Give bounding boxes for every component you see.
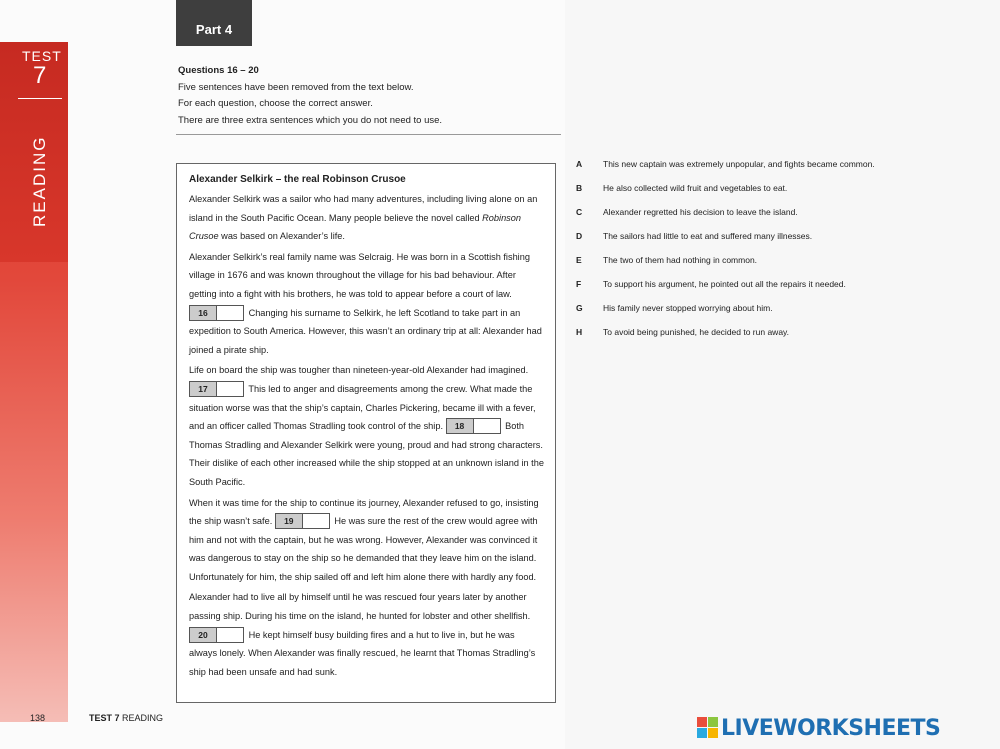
test-sidebar xyxy=(0,42,68,722)
text: Alexander Selkirk’s real family name was Selcraig. He was born in a Scottish fishing village in 1676 and was known throughout the village for his bad behaviour. After getting into a fight with his brothers, he was told to appear before a court of law. xyxy=(189,251,530,299)
questions-range: Questions 16 – 20 xyxy=(178,65,259,76)
gap-number: 19 xyxy=(276,514,303,528)
option-text: The two of them had nothing in common. xyxy=(603,255,758,265)
option-text: Alexander regretted his decision to leave the island. xyxy=(603,207,798,217)
page-footer xyxy=(89,713,163,723)
right-page xyxy=(565,0,1000,749)
footer-section: READING xyxy=(122,713,164,723)
answer-gap-18[interactable] xyxy=(446,418,501,434)
liveworksheets-logo[interactable] xyxy=(697,715,940,741)
answer-gap-17[interactable] xyxy=(189,381,244,397)
option-text: To avoid being punished, he decided to run away. xyxy=(603,327,790,337)
part-tab: Part 4 xyxy=(176,0,252,46)
sidebar-divider xyxy=(18,98,62,99)
paragraph-4 xyxy=(189,494,545,587)
option-text: To support his argument, he pointed out all the repairs it needed. xyxy=(603,279,846,289)
option-letter: B xyxy=(576,183,583,193)
text: Both Thomas Stradling and Alexander Selkirk were young, proud and had strong characters. Their dislike of each other increased while the ship stopped at an unknown island in the South Pacific. xyxy=(189,421,544,487)
text: Alexander had to live all by himself until he was rescued four years later by another passing ship. During his time on the island, he hunted for lobster and other shellfish. xyxy=(189,592,531,622)
page-number: 138 xyxy=(30,713,46,723)
divider xyxy=(176,134,561,135)
text: Alexander Selkirk was a sailor who had many adventures, including living alone on an island in the South Pacific Ocean. Many people believe the novel called xyxy=(189,194,538,223)
book-title: Robinson Crusoe xyxy=(189,212,521,242)
text: Life on board the ship was tougher than nineteen-year-old Alexander had imagined. xyxy=(189,365,529,376)
answer-gap-16[interactable] xyxy=(189,305,244,321)
test-label: TEST xyxy=(22,48,62,64)
paragraph-5 xyxy=(189,588,545,681)
paragraph-2 xyxy=(189,248,545,360)
footer-test: TEST 7 xyxy=(89,713,120,723)
gap-number: 16 xyxy=(190,306,217,320)
gap-number: 18 xyxy=(447,419,474,433)
text: was based on Alexander’s life. xyxy=(218,231,345,242)
section-label: READING xyxy=(30,135,49,227)
article-box xyxy=(176,163,556,703)
instructions xyxy=(178,63,442,129)
instruction-line: For each question, choose the correct answer. xyxy=(178,98,373,109)
logo-badge-icon xyxy=(697,717,719,739)
option-letter: G xyxy=(576,303,583,313)
instruction-line: Five sentences have been removed from the text below. xyxy=(178,81,414,93)
option-letter: A xyxy=(576,159,583,169)
option-letter: C xyxy=(576,207,583,217)
option-text: The sailors had little to eat and suffered many illnesses. xyxy=(603,231,813,241)
test-number: 7 xyxy=(33,62,47,89)
option-letter: D xyxy=(576,231,583,241)
text: This led to anger and disagreements among the crew. What made the situation worse was that the ship’s captain, Charles Pickering, became ill with a fever, and an officer called Thomas Stradling took control of the ship. xyxy=(189,383,536,432)
text: When it was time for the ship to continue its journey, Alexander refused to go, insisting the ship wasn’t safe. xyxy=(189,497,539,527)
text: He kept himself busy building fires and a hut to live in, but he was always lonely. When Alexander was finally rescued, he learnt that Thomas Stradling’s ship had been unsafe and had sunk. xyxy=(189,629,536,677)
paragraph-1 xyxy=(189,190,545,246)
option-letter: E xyxy=(576,255,582,265)
gap-number: 20 xyxy=(190,628,217,642)
answer-gap-19[interactable] xyxy=(275,513,330,529)
text: He was sure the rest of the crew would agree with him and not with the captain, but he was wrong. However, Alexander was convinced it was dangerous to stay on the ship so he demanded that they leave him on the island. Unfortunately for him, the ship sailed off and left him alone there with hardly any food. xyxy=(189,516,538,582)
paragraph-3 xyxy=(189,361,545,491)
answer-gap-20[interactable] xyxy=(189,627,244,643)
option-text: He also collected wild fruit and vegetables to eat. xyxy=(603,183,788,193)
option-letter: H xyxy=(576,327,583,337)
text: Changing his surname to Selkirk, he left Scotland to take part in an expedition to South America. However, this wasn’t an ordinary trip at all: Alexander had joined a pirate ship. xyxy=(189,307,542,355)
option-letter: F xyxy=(576,279,582,289)
option-text: This new captain was extremely unpopular, and fights became common. xyxy=(603,159,875,169)
logo-text: LIVEWORKSHEETS xyxy=(721,715,941,741)
instruction-line: There are three extra sentences which you do not need to use. xyxy=(178,114,443,126)
article-title: Alexander Selkirk – the real Robinson Crusoe xyxy=(189,174,406,185)
option-text: His family never stopped worrying about him. xyxy=(603,303,773,313)
gap-number: 17 xyxy=(190,382,217,396)
